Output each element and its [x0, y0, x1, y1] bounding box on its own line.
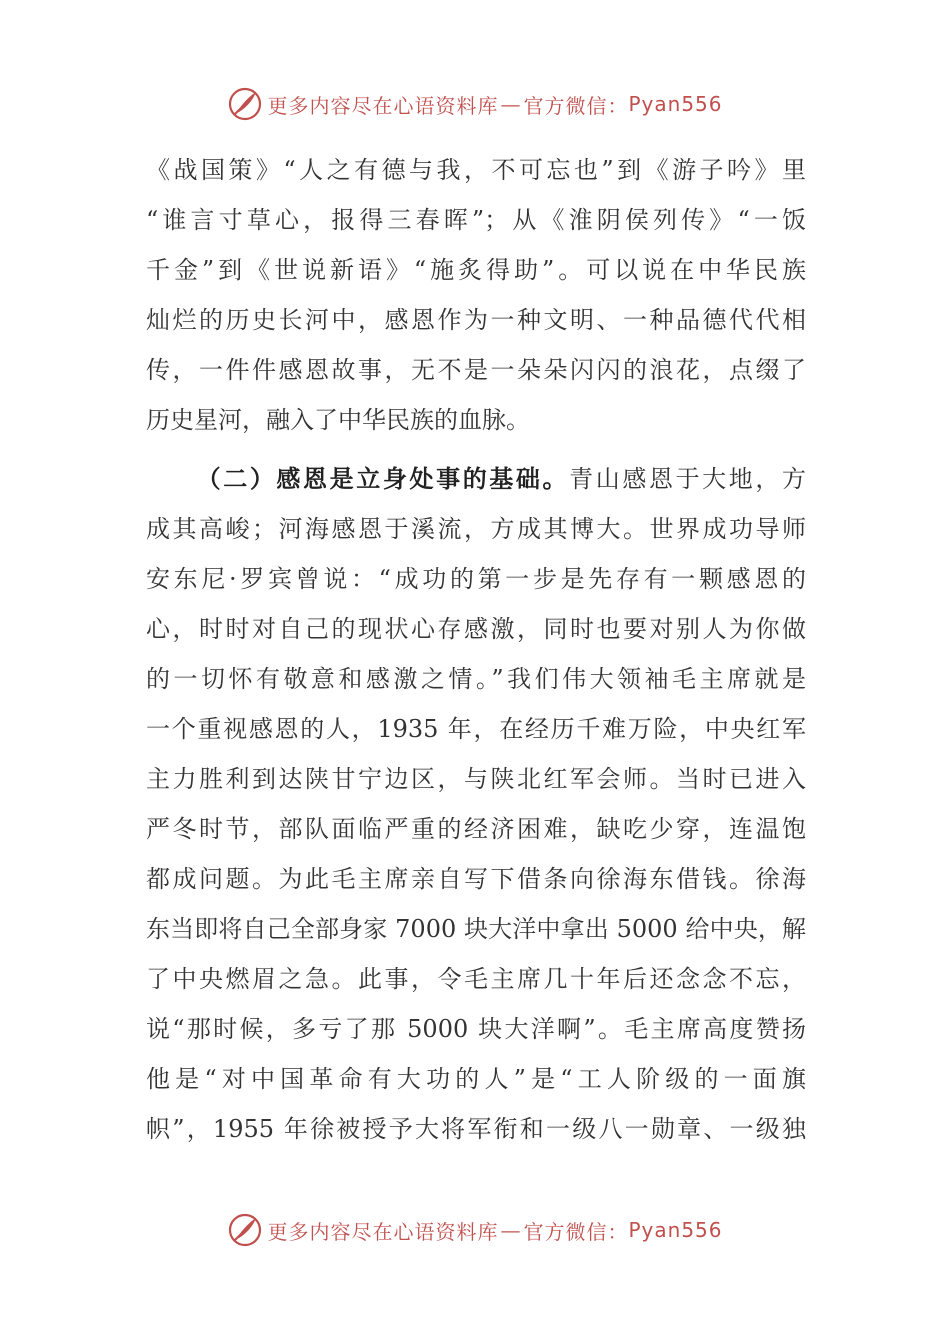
- text-line: 说“那时候，多亏了那 5000 块大洋啊”。毛主席高度赞扬: [146, 1015, 806, 1043]
- footer-wechat-id: Pyan556: [628, 1218, 723, 1242]
- text-line: 都成问题。为此毛主席亲自写下借条向徐海东借钱。徐海: [146, 865, 806, 893]
- text-line: 历史星河，融入了中华民族的血脉。: [146, 406, 530, 434]
- text-line: 他是“对中国革命有大功的人”是“工人阶级的一面旗: [146, 1065, 806, 1093]
- header-wechat-id: Pyan556: [628, 92, 723, 116]
- footer-wechat-label: 官方微信：: [523, 1219, 629, 1244]
- text-line: 灿烂的历史长河中，感恩作为一种文明、一种品德代代相: [146, 306, 806, 334]
- quill-logo-icon: [227, 1212, 263, 1248]
- text-line: 的一切怀有敬意和感激之情。”我们伟大领袖毛主席就是: [146, 665, 806, 693]
- quill-logo-icon: [227, 86, 263, 122]
- text-line: 心，时时对自己的现状心存感激，同时也要对别人为你做: [146, 615, 806, 643]
- footer-banner: [0, 1210, 950, 1250]
- text-line: 主力胜利到达陕甘宁边区，与陕北红军会师。当时已进入: [146, 765, 806, 793]
- header-separator: —: [500, 92, 522, 116]
- text-line: 千金”到《世说新语》“施炙得助”。可以说在中华民族: [146, 256, 806, 284]
- paragraph-2: [146, 454, 806, 1154]
- text-line: 一个重视感恩的人，1935 年，在经历千难万险，中央红军: [146, 715, 806, 743]
- text-line: 传，一件件感恩故事，无不是一朵朵闪闪的浪花，点缀了: [146, 356, 806, 384]
- header-site-name: 更多内容尽在心语资料库: [267, 93, 499, 118]
- document-body: [146, 145, 806, 1154]
- header-wechat-label: 官方微信：: [523, 93, 629, 118]
- text-line: 《战国策》“人之有德与我，不可忘也”到《游子吟》里: [146, 156, 806, 184]
- section-heading: （二）感恩是立身处事的基础。: [194, 464, 570, 493]
- text-line: 严冬时节，部队面临严重的经济困难，缺吃少穿，连温饱: [146, 815, 806, 843]
- text-line-first: [146, 454, 806, 504]
- text-line: 了中央燃眉之急。此事，令毛主席几十年后还念念不忘，: [146, 965, 806, 993]
- header-banner: [0, 84, 950, 124]
- text-line: 成其高峻；河海感恩于溪流，方成其博大。世界成功导师: [146, 515, 806, 543]
- text-line: “谁言寸草心，报得三春晖”；从《淮阴侯列传》“一饭: [146, 206, 806, 234]
- paragraph-1: [146, 145, 806, 445]
- text-run: 青山感恩于大地，方: [569, 465, 807, 493]
- footer-separator: —: [500, 1218, 522, 1242]
- text-line: 安东尼·罗宾曾说：“成功的第一步是先存有一颗感恩的: [146, 565, 806, 593]
- text-line: 东当即将自己全部身家 7000 块大洋中拿出 5000 给中央，解: [146, 915, 806, 943]
- text-line: 帜”，1955 年徐被授予大将军衔和一级八一勋章、一级独: [146, 1115, 806, 1143]
- footer-site-name: 更多内容尽在心语资料库: [267, 1219, 499, 1244]
